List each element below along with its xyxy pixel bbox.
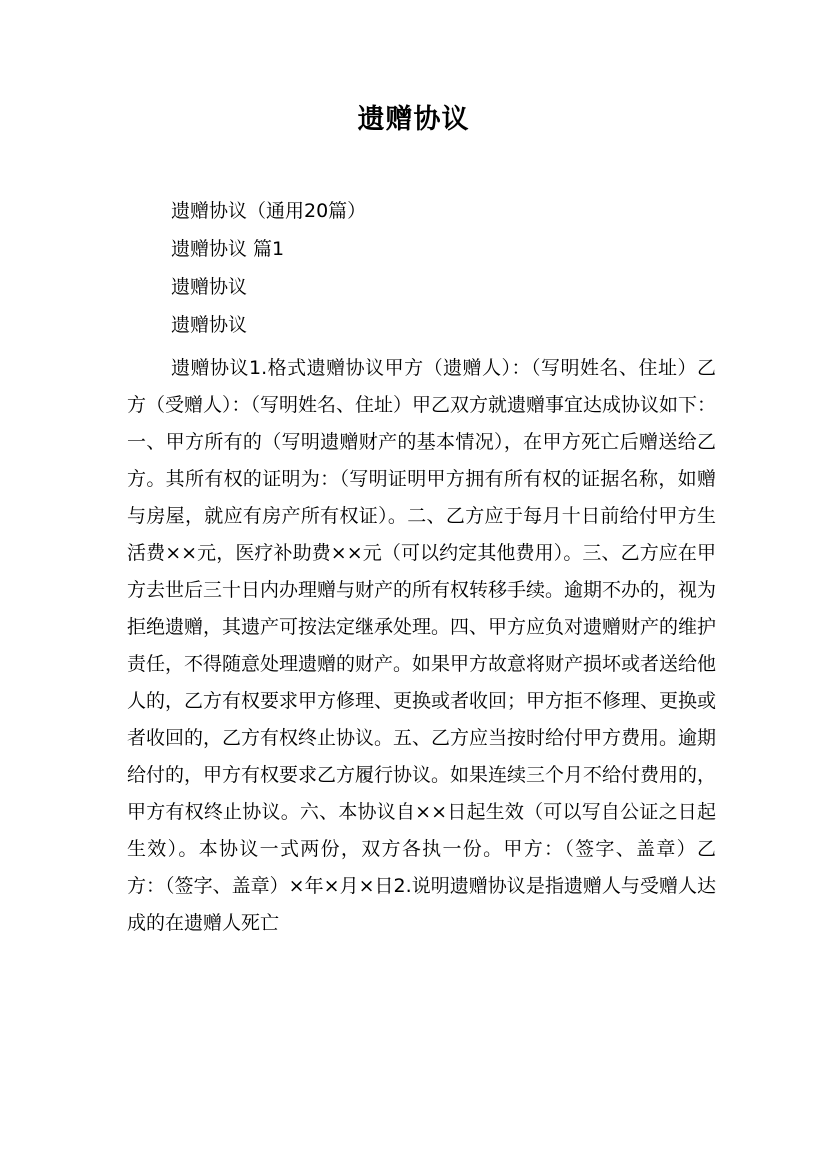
subheading-1: 遗赠协议 bbox=[171, 276, 248, 298]
body-paragraph: 遗赠协议1.格式遗赠协议甲方（遗赠人）：（写明姓名、住址）乙方（受赠人）：（写明姓名、住址）甲乙双方就遗赠事宜达成协议如下：一、甲方所有的（写明遗赠财产的基本情况），在甲方死亡后赠送给乙方。其所有权的证明为：（写明证明甲方拥有所有权的证据名称，如赠与房屋，就应有房产所有权证）。二、乙方应于每月十日前给付甲方生活费××元，医疗补助费××元（可以约定其他费用）。三、乙方应在甲方去世后三十日内办理赠与财产的所有权转移手续。逾期不办的，视为拒绝遗赠，其遗产可按法定继承处理。四、甲方应负对遗赠财产的维护责任，不得随意处理遗赠的财产。如果甲方故意将财产损坏或者送给他人的，乙方有权要求甲方修理、更换或者收回；甲方拒不修理、更换或者收回的，乙方有权终止协议。五、乙方应当按时给付甲方费用。逾期给付的，甲方有权要求乙方履行协议。如果连续三个月不给付费用的，甲方有权终止协议。六、本协议自××日起生效（可以写自公证之日起生效）。本协议一式两份，双方各执一份。甲方：（签字、盖章）乙方：（签字、盖章）×年×月×日2.说明遗赠协议是指遗赠人与受赠人达成的在遗赠人死亡 bbox=[127, 357, 717, 934]
heading-part: 遗赠协议 篇1 bbox=[171, 238, 285, 260]
document-title: 遗赠协议 bbox=[357, 104, 470, 135]
heading-general: 遗赠协议（通用20篇） bbox=[171, 200, 367, 222]
subheading-2: 遗赠协议 bbox=[171, 314, 248, 336]
